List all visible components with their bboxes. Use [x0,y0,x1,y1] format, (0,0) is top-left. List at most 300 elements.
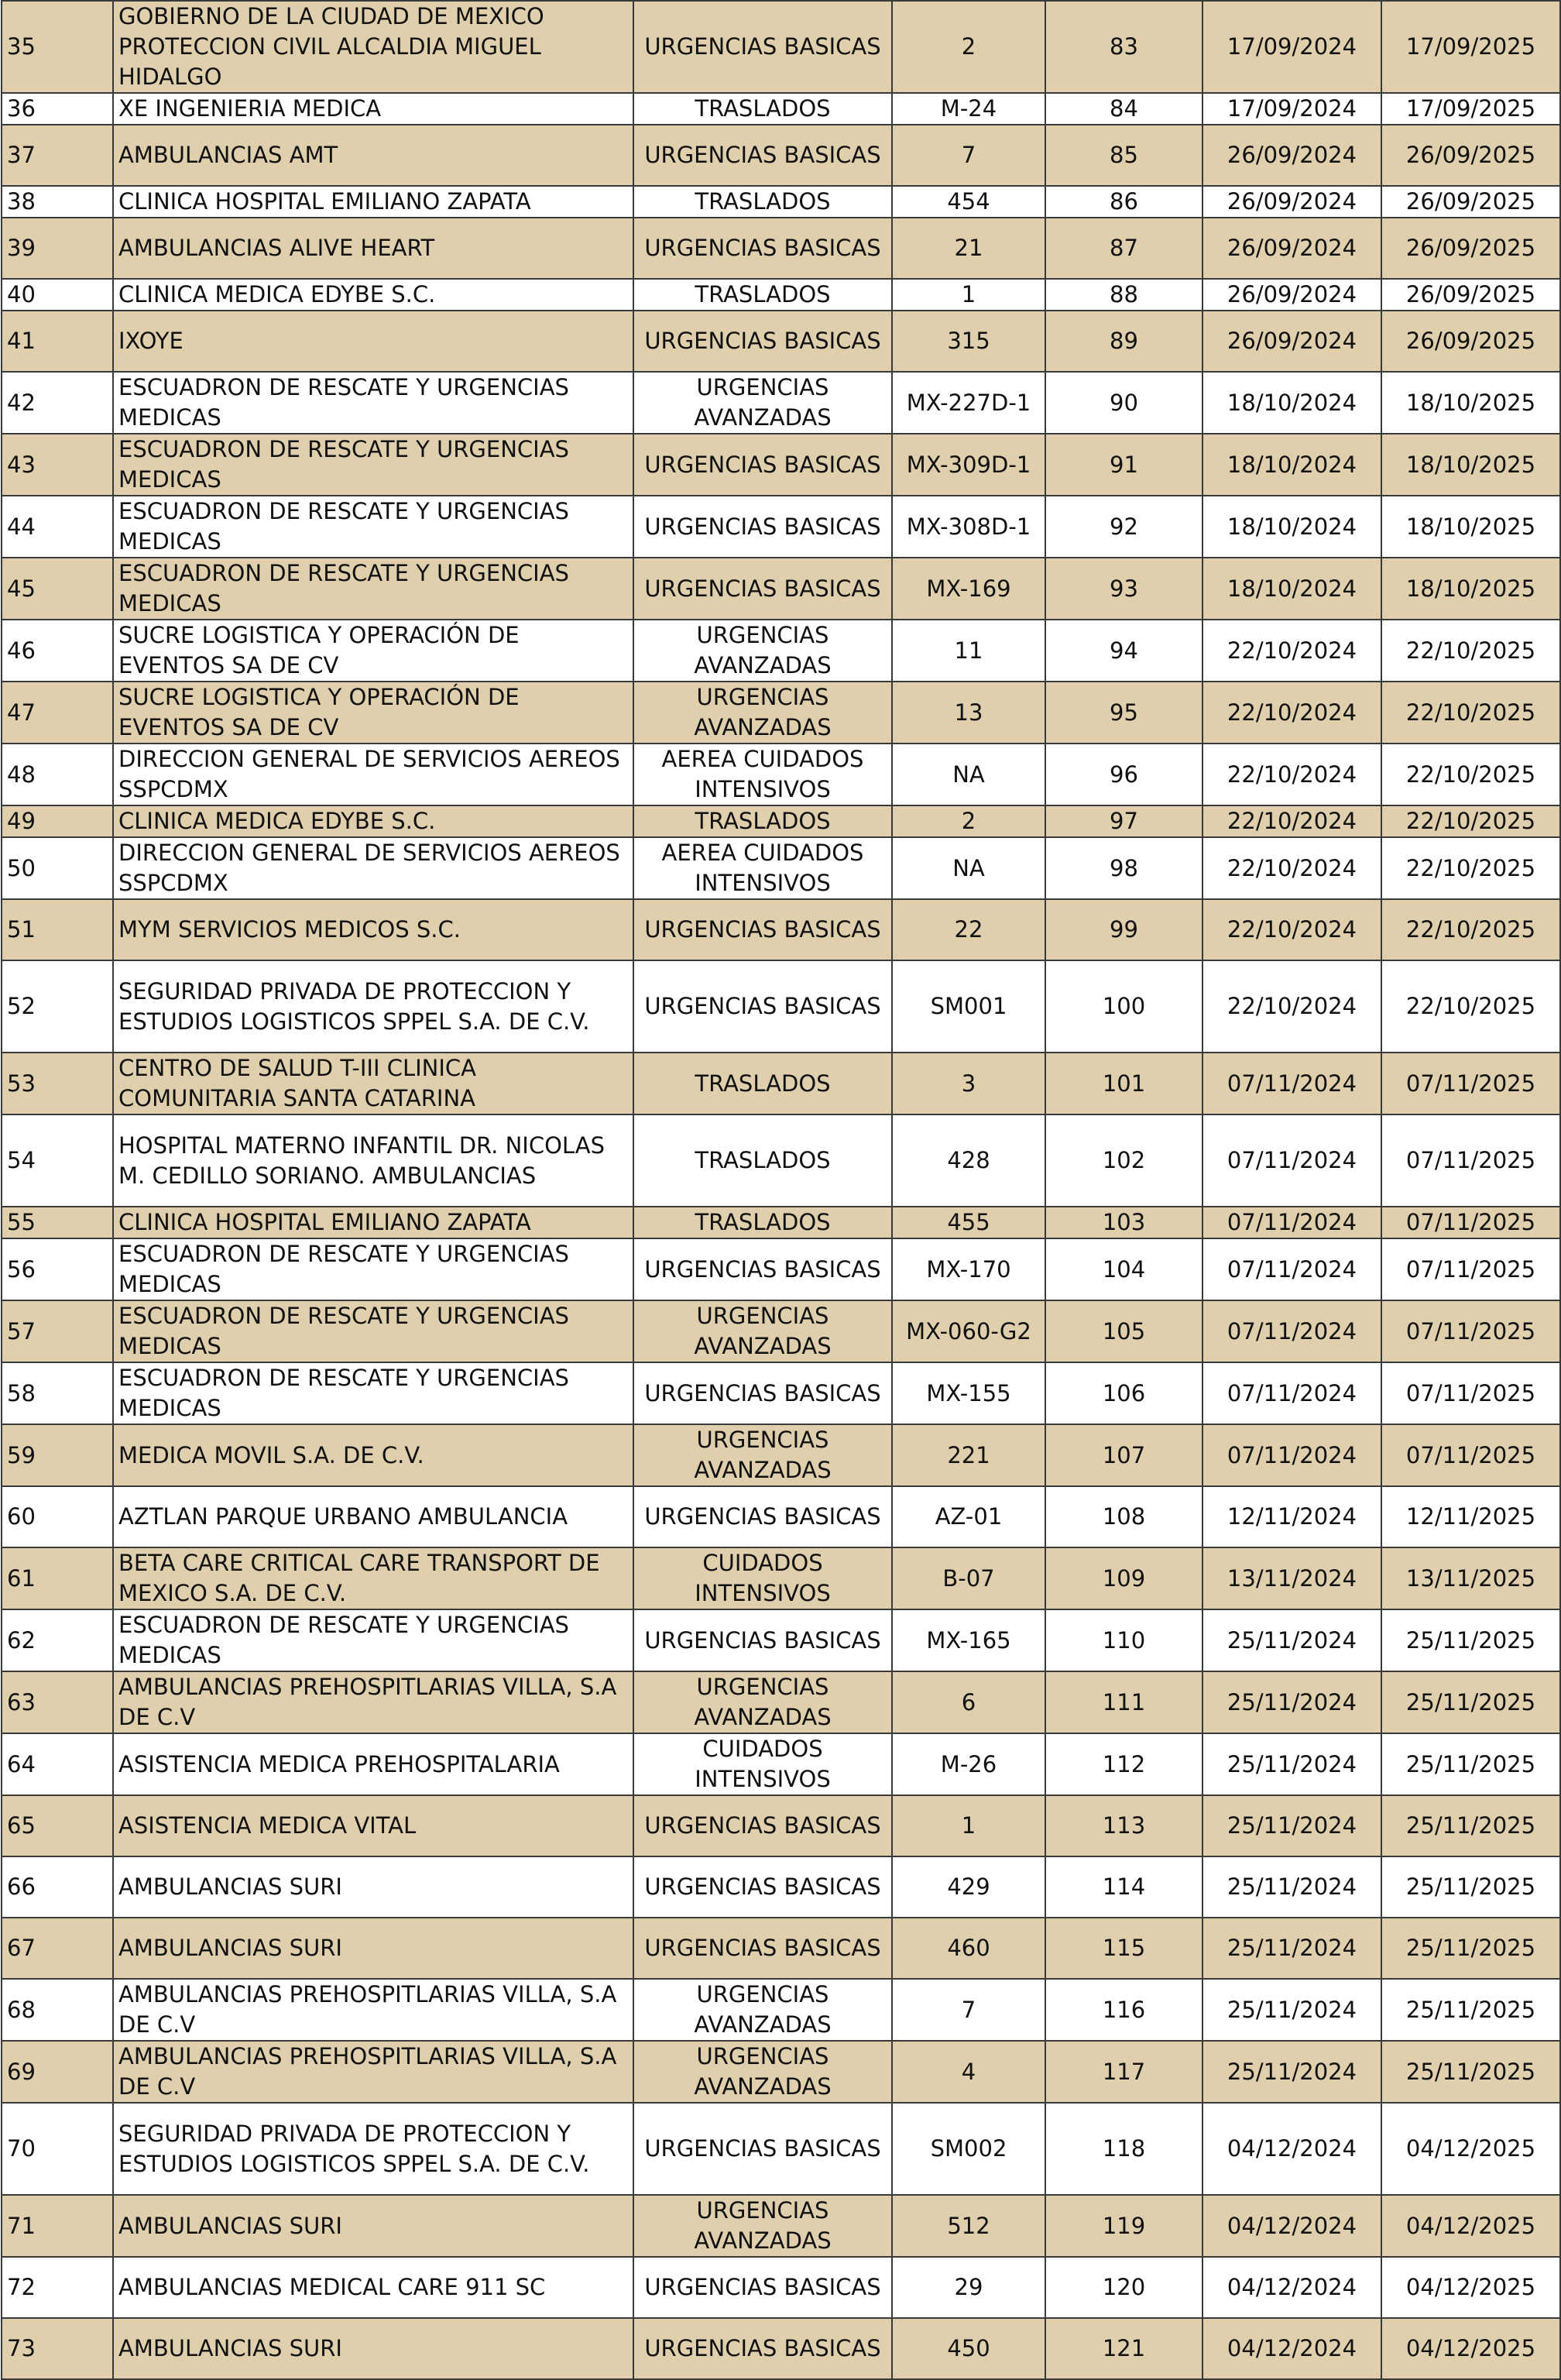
row-number-cell: 46 [2,620,113,682]
table-row [2,1609,1560,1671]
end-date-cell: 25/11/2025 [1381,1609,1560,1671]
folio-number-cell: 95 [1045,682,1202,744]
start-date-cell: 22/10/2024 [1202,805,1381,837]
provider-name-cell: ESCUADRON DE RESCATE Y URGENCIAS MEDICAS [113,372,633,434]
table-row [2,1795,1560,1856]
service-type-cell: CUIDADOS INTENSIVOS [633,1547,892,1609]
end-date-cell: 04/12/2025 [1381,2103,1560,2195]
service-type-cell: URGENCIAS AVANZADAS [633,682,892,744]
service-type-cell: URGENCIAS AVANZADAS [633,372,892,434]
folio-number-cell: 106 [1045,1362,1202,1424]
end-date-cell: 25/11/2025 [1381,1733,1560,1795]
row-number-cell: 48 [2,744,113,805]
service-type-cell: TRASLADOS [633,805,892,837]
folio-number-cell: 116 [1045,1979,1202,2041]
start-date-cell: 26/09/2024 [1202,186,1381,218]
registry-body [2,1,1560,2379]
folio-number-cell: 118 [1045,2103,1202,2195]
row-number-cell: 42 [2,372,113,434]
provider-name-cell: SUCRE LOGISTICA Y OPERACIÓN DE EVENTOS SA DE CV [113,620,633,682]
end-date-cell: 26/09/2025 [1381,311,1560,372]
provider-name-cell: AZTLAN PARQUE URBANO AMBULANCIA [113,1486,633,1547]
provider-name-cell: SEGURIDAD PRIVADA DE PROTECCION Y ESTUDIOS LOGISTICOS SPPEL S.A. DE C.V. [113,960,633,1053]
end-date-cell: 25/11/2025 [1381,1856,1560,1918]
folio-number-cell: 112 [1045,1733,1202,1795]
service-type-cell: URGENCIAS BASICAS [633,125,892,186]
service-type-cell: URGENCIAS BASICAS [633,2318,892,2379]
table-row [2,93,1560,125]
table-row [2,960,1560,1053]
end-date-cell: 22/10/2025 [1381,682,1560,744]
service-type-cell: URGENCIAS BASICAS [633,218,892,279]
service-type-cell: TRASLADOS [633,93,892,125]
end-date-cell: 22/10/2025 [1381,620,1560,682]
unit-id-cell: 22 [892,899,1045,960]
provider-name-cell: ESCUADRON DE RESCATE Y URGENCIAS MEDICAS [113,1609,633,1671]
table-row [2,899,1560,960]
folio-number-cell: 99 [1045,899,1202,960]
unit-id-cell: 13 [892,682,1045,744]
service-type-cell: URGENCIAS BASICAS [633,1238,892,1300]
unit-id-cell: 1 [892,279,1045,311]
end-date-cell: 25/11/2025 [1381,1918,1560,1979]
row-number-cell: 54 [2,1114,113,1207]
folio-number-cell: 96 [1045,744,1202,805]
service-type-cell: AEREA CUIDADOS INTENSIVOS [633,837,892,899]
provider-name-cell: CLINICA HOSPITAL EMILIANO ZAPATA [113,186,633,218]
folio-number-cell: 113 [1045,1795,1202,1856]
end-date-cell: 18/10/2025 [1381,372,1560,434]
table-row [2,125,1560,186]
row-number-cell: 41 [2,311,113,372]
end-date-cell: 22/10/2025 [1381,805,1560,837]
table-row [2,2195,1560,2257]
row-number-cell: 47 [2,682,113,744]
table-row [2,1486,1560,1547]
end-date-cell: 26/09/2025 [1381,279,1560,311]
start-date-cell: 25/11/2024 [1202,1733,1381,1795]
start-date-cell: 22/10/2024 [1202,960,1381,1053]
table-row [2,311,1560,372]
provider-name-cell: AMBULANCIAS AMT [113,125,633,186]
row-number-cell: 55 [2,1207,113,1238]
provider-name-cell: AMBULANCIAS PREHOSPITLARIAS VILLA, S.A DE C.V [113,2041,633,2103]
service-type-cell: URGENCIAS AVANZADAS [633,2195,892,2257]
row-number-cell: 64 [2,1733,113,1795]
provider-name-cell: HOSPITAL MATERNO INFANTIL DR. NICOLAS M. CEDILLO SORIANO. AMBULANCIAS [113,1114,633,1207]
folio-number-cell: 97 [1045,805,1202,837]
service-type-cell: URGENCIAS BASICAS [633,496,892,558]
start-date-cell: 04/12/2024 [1202,2257,1381,2318]
provider-name-cell: AMBULANCIAS SURI [113,1856,633,1918]
end-date-cell: 18/10/2025 [1381,496,1560,558]
provider-name-cell: DIRECCION GENERAL DE SERVICIOS AEREOS SSPCDMX [113,837,633,899]
start-date-cell: 17/09/2024 [1202,93,1381,125]
table-row [2,496,1560,558]
row-number-cell: 59 [2,1424,113,1486]
table-row [2,558,1560,620]
unit-id-cell: 1 [892,1795,1045,1856]
row-number-cell: 36 [2,93,113,125]
unit-id-cell: NA [892,744,1045,805]
folio-number-cell: 110 [1045,1609,1202,1671]
start-date-cell: 25/11/2024 [1202,2041,1381,2103]
unit-id-cell: 2 [892,805,1045,837]
start-date-cell: 26/09/2024 [1202,125,1381,186]
start-date-cell: 18/10/2024 [1202,496,1381,558]
service-type-cell: TRASLADOS [633,1207,892,1238]
folio-number-cell: 119 [1045,2195,1202,2257]
end-date-cell: 07/11/2025 [1381,1053,1560,1114]
start-date-cell: 07/11/2024 [1202,1053,1381,1114]
folio-number-cell: 114 [1045,1856,1202,1918]
table-row [2,372,1560,434]
table-row [2,2318,1560,2379]
start-date-cell: 18/10/2024 [1202,434,1381,496]
folio-number-cell: 115 [1045,1918,1202,1979]
provider-name-cell: GOBIERNO DE LA CIUDAD DE MEXICO PROTECCION CIVIL ALCALDIA MIGUEL HIDALGO [113,1,633,93]
end-date-cell: 22/10/2025 [1381,960,1560,1053]
unit-id-cell: 428 [892,1114,1045,1207]
folio-number-cell: 90 [1045,372,1202,434]
start-date-cell: 25/11/2024 [1202,1609,1381,1671]
unit-id-cell: MX-227D-1 [892,372,1045,434]
end-date-cell: 04/12/2025 [1381,2195,1560,2257]
table-row [2,2257,1560,2318]
unit-id-cell: 221 [892,1424,1045,1486]
service-type-cell: URGENCIAS BASICAS [633,2257,892,2318]
provider-name-cell: CENTRO DE SALUD T-III CLINICA COMUNITARIA SANTA CATARINA [113,1053,633,1114]
end-date-cell: 04/12/2025 [1381,2318,1560,2379]
folio-number-cell: 92 [1045,496,1202,558]
row-number-cell: 39 [2,218,113,279]
service-type-cell: URGENCIAS BASICAS [633,1918,892,1979]
folio-number-cell: 109 [1045,1547,1202,1609]
unit-id-cell: 3 [892,1053,1045,1114]
row-number-cell: 53 [2,1053,113,1114]
folio-number-cell: 100 [1045,960,1202,1053]
folio-number-cell: 91 [1045,434,1202,496]
end-date-cell: 26/09/2025 [1381,218,1560,279]
unit-id-cell: 512 [892,2195,1045,2257]
end-date-cell: 17/09/2025 [1381,93,1560,125]
unit-id-cell: 4 [892,2041,1045,2103]
folio-number-cell: 111 [1045,1671,1202,1733]
start-date-cell: 26/09/2024 [1202,279,1381,311]
folio-number-cell: 98 [1045,837,1202,899]
service-type-cell: TRASLADOS [633,1114,892,1207]
service-type-cell: TRASLADOS [633,1053,892,1114]
start-date-cell: 07/11/2024 [1202,1238,1381,1300]
folio-number-cell: 117 [1045,2041,1202,2103]
start-date-cell: 04/12/2024 [1202,2318,1381,2379]
unit-id-cell: SM002 [892,2103,1045,2195]
unit-id-cell: 429 [892,1856,1045,1918]
provider-name-cell: CLINICA MEDICA EDYBE S.C. [113,805,633,837]
provider-name-cell: MYM SERVICIOS MEDICOS S.C. [113,899,633,960]
end-date-cell: 07/11/2025 [1381,1114,1560,1207]
end-date-cell: 18/10/2025 [1381,558,1560,620]
unit-id-cell: M-26 [892,1733,1045,1795]
unit-id-cell: 6 [892,1671,1045,1733]
provider-name-cell: ASISTENCIA MEDICA PREHOSPITALARIA [113,1733,633,1795]
row-number-cell: 71 [2,2195,113,2257]
unit-id-cell: MX-309D-1 [892,434,1045,496]
end-date-cell: 25/11/2025 [1381,1979,1560,2041]
row-number-cell: 66 [2,1856,113,1918]
unit-id-cell: 7 [892,1979,1045,2041]
end-date-cell: 25/11/2025 [1381,1795,1560,1856]
table-row [2,1918,1560,1979]
end-date-cell: 26/09/2025 [1381,186,1560,218]
row-number-cell: 52 [2,960,113,1053]
service-type-cell: URGENCIAS BASICAS [633,960,892,1053]
service-type-cell: URGENCIAS AVANZADAS [633,1671,892,1733]
service-type-cell: URGENCIAS AVANZADAS [633,1424,892,1486]
row-number-cell: 63 [2,1671,113,1733]
folio-number-cell: 88 [1045,279,1202,311]
table-row [2,186,1560,218]
row-number-cell: 45 [2,558,113,620]
row-number-cell: 67 [2,1918,113,1979]
table-row [2,1424,1560,1486]
provider-name-cell: DIRECCION GENERAL DE SERVICIOS AEREOS SSPCDMX [113,744,633,805]
start-date-cell: 25/11/2024 [1202,1856,1381,1918]
service-type-cell: URGENCIAS BASICAS [633,311,892,372]
provider-name-cell: AMBULANCIAS MEDICAL CARE 911 SC [113,2257,633,2318]
provider-name-cell: ESCUADRON DE RESCATE Y URGENCIAS MEDICAS [113,1238,633,1300]
provider-name-cell: ESCUADRON DE RESCATE Y URGENCIAS MEDICAS [113,496,633,558]
provider-name-cell: ESCUADRON DE RESCATE Y URGENCIAS MEDICAS [113,1362,633,1424]
unit-id-cell: MX-308D-1 [892,496,1045,558]
service-type-cell: URGENCIAS AVANZADAS [633,620,892,682]
unit-id-cell: 2 [892,1,1045,93]
table-row [2,2103,1560,2195]
provider-name-cell: ESCUADRON DE RESCATE Y URGENCIAS MEDICAS [113,1300,633,1362]
provider-name-cell: AMBULANCIAS PREHOSPITLARIAS VILLA, S.A DE C.V [113,1979,633,2041]
folio-number-cell: 103 [1045,1207,1202,1238]
provider-name-cell: AMBULANCIAS PREHOSPITLARIAS VILLA, S.A DE C.V [113,1671,633,1733]
table-row [2,1362,1560,1424]
start-date-cell: 18/10/2024 [1202,558,1381,620]
table-row [2,1547,1560,1609]
end-date-cell: 22/10/2025 [1381,899,1560,960]
start-date-cell: 07/11/2024 [1202,1114,1381,1207]
unit-id-cell: 21 [892,218,1045,279]
unit-id-cell: MX-165 [892,1609,1045,1671]
end-date-cell: 07/11/2025 [1381,1207,1560,1238]
table-row [2,2041,1560,2103]
service-type-cell: URGENCIAS AVANZADAS [633,1300,892,1362]
start-date-cell: 25/11/2024 [1202,1795,1381,1856]
service-type-cell: URGENCIAS BASICAS [633,1856,892,1918]
row-number-cell: 69 [2,2041,113,2103]
start-date-cell: 07/11/2024 [1202,1207,1381,1238]
folio-number-cell: 121 [1045,2318,1202,2379]
start-date-cell: 07/11/2024 [1202,1300,1381,1362]
row-number-cell: 60 [2,1486,113,1547]
start-date-cell: 25/11/2024 [1202,1671,1381,1733]
provider-name-cell: SEGURIDAD PRIVADA DE PROTECCION Y ESTUDIOS LOGISTICOS SPPEL S.A. DE C.V. [113,2103,633,2195]
service-type-cell: URGENCIAS BASICAS [633,1795,892,1856]
unit-id-cell: 460 [892,1918,1045,1979]
end-date-cell: 13/11/2025 [1381,1547,1560,1609]
provider-name-cell: ESCUADRON DE RESCATE Y URGENCIAS MEDICAS [113,558,633,620]
start-date-cell: 26/09/2024 [1202,311,1381,372]
table-row [2,1053,1560,1114]
folio-number-cell: 93 [1045,558,1202,620]
row-number-cell: 57 [2,1300,113,1362]
provider-name-cell: AMBULANCIAS SURI [113,2195,633,2257]
start-date-cell: 18/10/2024 [1202,372,1381,434]
end-date-cell: 22/10/2025 [1381,837,1560,899]
row-number-cell: 38 [2,186,113,218]
start-date-cell: 25/11/2024 [1202,1918,1381,1979]
service-type-cell: URGENCIAS BASICAS [633,899,892,960]
table-row [2,218,1560,279]
row-number-cell: 50 [2,837,113,899]
table-row [2,1,1560,93]
row-number-cell: 44 [2,496,113,558]
end-date-cell: 07/11/2025 [1381,1424,1560,1486]
end-date-cell: 26/09/2025 [1381,125,1560,186]
end-date-cell: 07/11/2025 [1381,1238,1560,1300]
service-type-cell: URGENCIAS BASICAS [633,2103,892,2195]
table-row [2,1114,1560,1207]
table-row [2,1856,1560,1918]
folio-number-cell: 101 [1045,1053,1202,1114]
table-row [2,837,1560,899]
folio-number-cell: 84 [1045,93,1202,125]
provider-name-cell: AMBULANCIAS SURI [113,2318,633,2379]
provider-name-cell: BETA CARE CRITICAL CARE TRANSPORT DE MEXICO S.A. DE C.V. [113,1547,633,1609]
start-date-cell: 07/11/2024 [1202,1424,1381,1486]
unit-id-cell: 455 [892,1207,1045,1238]
row-number-cell: 51 [2,899,113,960]
start-date-cell: 22/10/2024 [1202,682,1381,744]
row-number-cell: 58 [2,1362,113,1424]
start-date-cell: 22/10/2024 [1202,620,1381,682]
row-number-cell: 68 [2,1979,113,2041]
provider-name-cell: CLINICA HOSPITAL EMILIANO ZAPATA [113,1207,633,1238]
end-date-cell: 25/11/2025 [1381,1671,1560,1733]
start-date-cell: 04/12/2024 [1202,2103,1381,2195]
folio-number-cell: 89 [1045,311,1202,372]
service-type-cell: URGENCIAS BASICAS [633,558,892,620]
table-row [2,1207,1560,1238]
provider-name-cell: MEDICA MOVIL S.A. DE C.V. [113,1424,633,1486]
start-date-cell: 22/10/2024 [1202,899,1381,960]
start-date-cell: 04/12/2024 [1202,2195,1381,2257]
table-row [2,434,1560,496]
row-number-cell: 65 [2,1795,113,1856]
row-number-cell: 72 [2,2257,113,2318]
unit-id-cell: 454 [892,186,1045,218]
folio-number-cell: 108 [1045,1486,1202,1547]
service-type-cell: URGENCIAS BASICAS [633,1362,892,1424]
service-type-cell: URGENCIAS AVANZADAS [633,1979,892,2041]
provider-name-cell: ESCUADRON DE RESCATE Y URGENCIAS MEDICAS [113,434,633,496]
unit-id-cell: AZ-01 [892,1486,1045,1547]
start-date-cell: 26/09/2024 [1202,218,1381,279]
provider-name-cell: SUCRE LOGISTICA Y OPERACIÓN DE EVENTOS SA DE CV [113,682,633,744]
service-type-cell: URGENCIAS AVANZADAS [633,2041,892,2103]
end-date-cell: 12/11/2025 [1381,1486,1560,1547]
service-type-cell: URGENCIAS BASICAS [633,434,892,496]
unit-id-cell: 315 [892,311,1045,372]
folio-number-cell: 107 [1045,1424,1202,1486]
end-date-cell: 07/11/2025 [1381,1300,1560,1362]
service-type-cell: URGENCIAS BASICAS [633,1609,892,1671]
row-number-cell: 70 [2,2103,113,2195]
service-type-cell: URGENCIAS BASICAS [633,1486,892,1547]
end-date-cell: 25/11/2025 [1381,2041,1560,2103]
table-row [2,279,1560,311]
folio-number-cell: 86 [1045,186,1202,218]
start-date-cell: 22/10/2024 [1202,837,1381,899]
unit-id-cell: M-24 [892,93,1045,125]
provider-name-cell: AMBULANCIAS SURI [113,1918,633,1979]
unit-id-cell: 11 [892,620,1045,682]
folio-number-cell: 104 [1045,1238,1202,1300]
unit-id-cell: 29 [892,2257,1045,2318]
folio-number-cell: 85 [1045,125,1202,186]
end-date-cell: 22/10/2025 [1381,744,1560,805]
folio-number-cell: 105 [1045,1300,1202,1362]
row-number-cell: 40 [2,279,113,311]
folio-number-cell: 87 [1045,218,1202,279]
table-row [2,1238,1560,1300]
row-number-cell: 73 [2,2318,113,2379]
service-type-cell: TRASLADOS [633,186,892,218]
table-row [2,682,1560,744]
folio-number-cell: 94 [1045,620,1202,682]
row-number-cell: 62 [2,1609,113,1671]
provider-name-cell: ASISTENCIA MEDICA VITAL [113,1795,633,1856]
start-date-cell: 22/10/2024 [1202,744,1381,805]
provider-name-cell: IXOYE [113,311,633,372]
unit-id-cell: 450 [892,2318,1045,2379]
end-date-cell: 04/12/2025 [1381,2257,1560,2318]
unit-id-cell: 7 [892,125,1045,186]
end-date-cell: 17/09/2025 [1381,1,1560,93]
table-row [2,1300,1560,1362]
folio-number-cell: 102 [1045,1114,1202,1207]
unit-id-cell: NA [892,837,1045,899]
row-number-cell: 43 [2,434,113,496]
unit-id-cell: MX-169 [892,558,1045,620]
unit-id-cell: MX-170 [892,1238,1045,1300]
start-date-cell: 07/11/2024 [1202,1362,1381,1424]
provider-name-cell: CLINICA MEDICA EDYBE S.C. [113,279,633,311]
start-date-cell: 25/11/2024 [1202,1979,1381,2041]
folio-number-cell: 120 [1045,2257,1202,2318]
folio-number-cell: 83 [1045,1,1202,93]
end-date-cell: 18/10/2025 [1381,434,1560,496]
service-type-cell: TRASLADOS [633,279,892,311]
unit-id-cell: SM001 [892,960,1045,1053]
row-number-cell: 49 [2,805,113,837]
table-row [2,1671,1560,1733]
unit-id-cell: B-07 [892,1547,1045,1609]
row-number-cell: 61 [2,1547,113,1609]
table-row [2,620,1560,682]
table-row [2,1733,1560,1795]
service-type-cell: AEREA CUIDADOS INTENSIVOS [633,744,892,805]
service-type-cell: CUIDADOS INTENSIVOS [633,1733,892,1795]
row-number-cell: 56 [2,1238,113,1300]
table-row [2,744,1560,805]
